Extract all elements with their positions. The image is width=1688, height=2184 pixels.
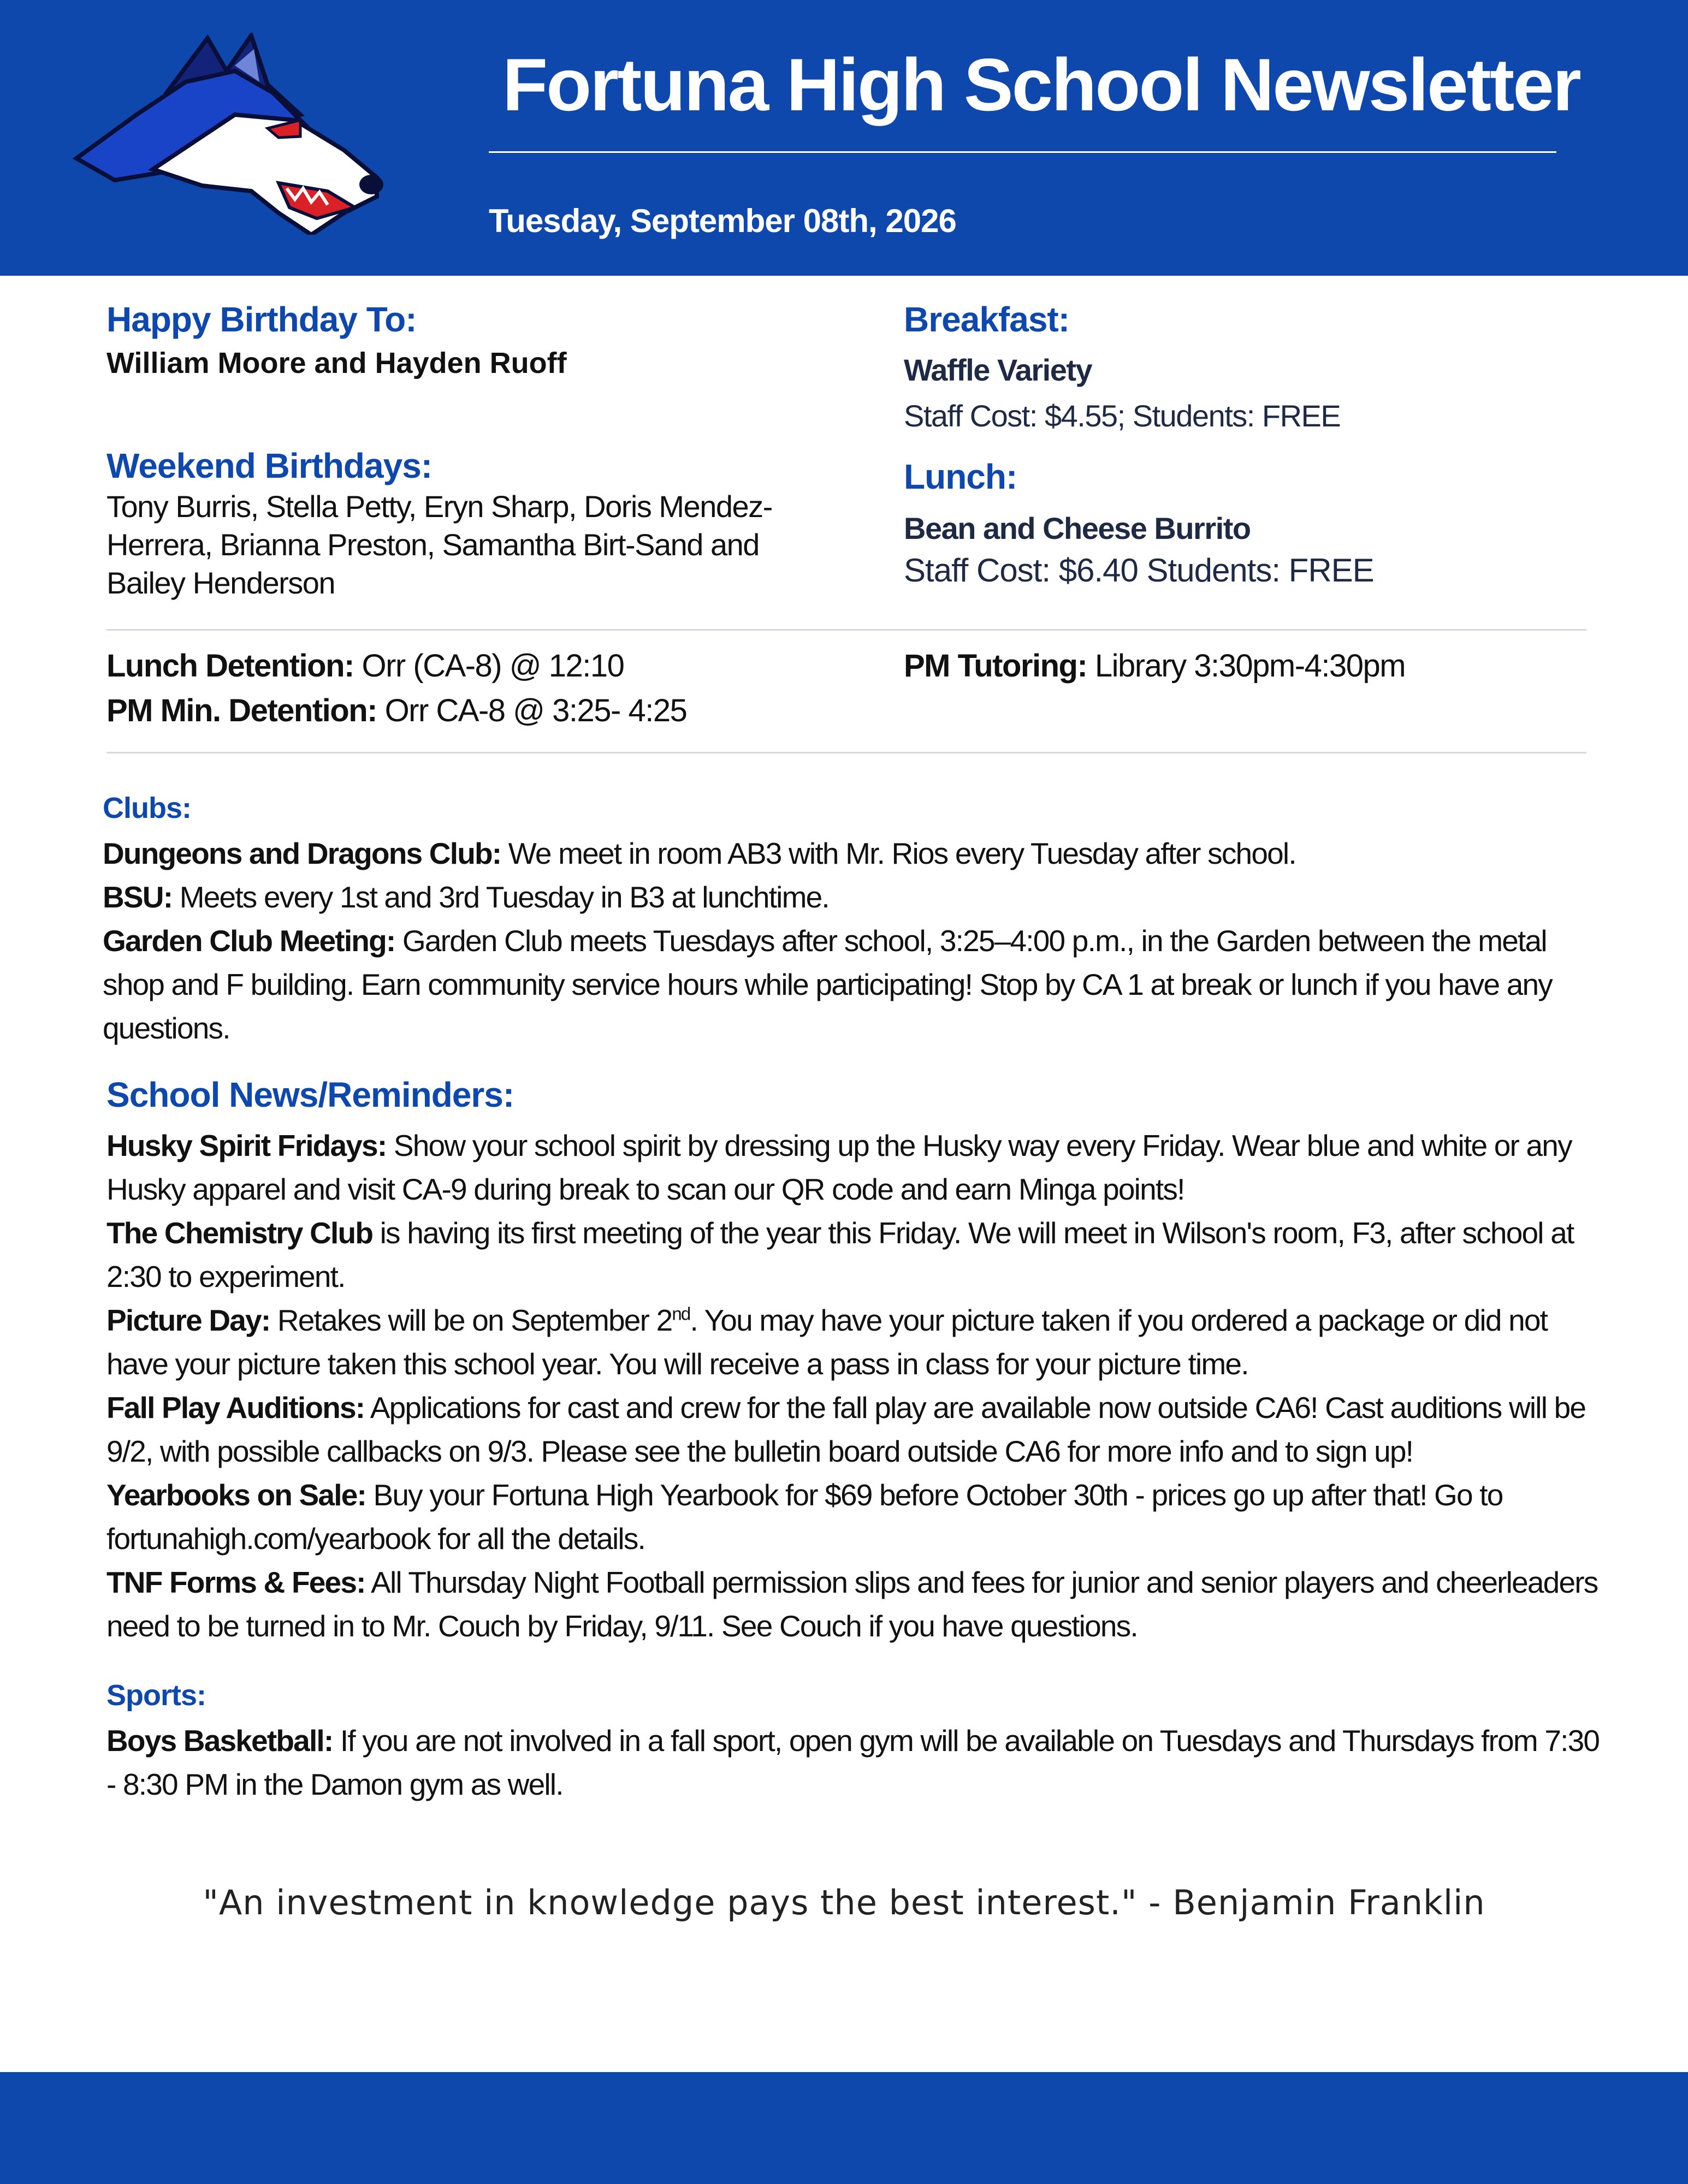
breakfast-cost: Staff Cost: $4.55; Students: FREE bbox=[904, 399, 1341, 433]
weekend-birthday-heading: Weekend Birthdays: bbox=[106, 446, 433, 485]
clubs-heading: Clubs: bbox=[103, 792, 191, 824]
divider-bottom bbox=[106, 752, 1586, 753]
club-label: Garden Club Meeting: bbox=[103, 924, 395, 958]
news-text: Applications for cast and crew for the fall play are available now outside CA6! Cast auditions will be 9/2, with possible callbacks on 9/3. Please see the bulletin board outside CA6 for more info and to sign up! bbox=[106, 1391, 1586, 1468]
breakfast-item: Waffle Variety bbox=[904, 353, 1092, 387]
news-list bbox=[106, 1124, 1606, 1648]
pm-detention-value: Orr CA-8 @ 3:25- 4:25 bbox=[376, 693, 687, 728]
breakfast-heading: Breakfast: bbox=[904, 300, 1070, 339]
news-label: Fall Play Auditions: bbox=[106, 1391, 365, 1425]
clubs-list bbox=[103, 832, 1604, 1050]
news-text: Show your school spirit by dressing up the Husky way every Friday. Wear blue and white or any Husky apparel and visit CA-9 during break to scan our QR code and earn Minga points! bbox=[106, 1129, 1572, 1206]
news-label: Picture Day: bbox=[106, 1303, 270, 1337]
weekend-birthday-names: Tony Burris, Stella Petty, Eryn Sharp, Doris Mendez- Herrera, Brianna Preston, Samantha Birt-Sand and Bailey Henderson bbox=[106, 489, 772, 600]
quote: "An investment in knowledge pays the best interest." - Benjamin Franklin bbox=[203, 1883, 1485, 1922]
club-item bbox=[103, 919, 1604, 1050]
lunch-item: Bean and Cheese Burrito bbox=[904, 511, 1251, 545]
pm-tutoring-value: Library 3:30pm-4:30pm bbox=[1087, 648, 1406, 684]
lunch-cost: Staff Cost: $6.40 Students: FREE bbox=[904, 552, 1374, 589]
news-item bbox=[106, 1298, 1606, 1386]
lunch-detention-value: Orr (CA-8) @ 12:10 bbox=[353, 648, 624, 684]
club-text: Meets every 1st and 3rd Tuesday in B3 at lunchtime. bbox=[172, 880, 829, 914]
birthday-names: William Moore and Hayden Ruoff bbox=[106, 347, 567, 379]
lunch-heading: Lunch: bbox=[904, 457, 1017, 496]
club-label: Dungeons and Dragons Club: bbox=[103, 836, 501, 870]
pm-tutoring-label: PM Tutoring: bbox=[904, 648, 1087, 684]
newsletter-title: Fortuna High School Newsletter bbox=[502, 43, 1580, 126]
pm-detention-label: PM Min. Detention: bbox=[106, 693, 377, 728]
pm-detention bbox=[106, 689, 686, 733]
news-text: Retakes will be on September 2 bbox=[270, 1303, 672, 1337]
newsletter-date: Tuesday, September 08th, 2026 bbox=[489, 203, 956, 239]
news-item bbox=[106, 1473, 1606, 1560]
club-item bbox=[103, 875, 1604, 919]
footer-banner bbox=[0, 2072, 1688, 2184]
news-text: Buy your Fortuna High Yearbook for $69 before October 30th - prices go up after that! Go to fortunahigh.com/yearbook for all the details. bbox=[106, 1478, 1503, 1556]
pm-tutoring bbox=[904, 644, 1405, 688]
club-label: BSU: bbox=[103, 880, 173, 914]
sports-list bbox=[106, 1719, 1606, 1806]
lunch-detention-label: Lunch Detention: bbox=[106, 648, 354, 684]
sports-text: If you are not involved in a fall sport, open gym will be available on Tuesdays and Thursdays from 7:30 - 8:30 PM in the Damon gym as well. bbox=[106, 1724, 1600, 1801]
sports-item bbox=[106, 1719, 1606, 1806]
news-item bbox=[106, 1386, 1606, 1473]
lunch-detention bbox=[106, 644, 624, 688]
title-divider bbox=[489, 151, 1556, 153]
birthday-heading: Happy Birthday To: bbox=[106, 300, 417, 339]
news-item bbox=[106, 1560, 1606, 1648]
news-text: . You may have your picture taken if you ordered a package or did not have your picture taken this school year. You will receive a pass in class for your picture time. bbox=[106, 1303, 1548, 1381]
news-superscript: nd bbox=[672, 1303, 690, 1324]
club-text: Garden Club meets Tuesdays after school, 3:25–4:00 p.m., in the Garden between the metal shop and F building. Earn community service hours while participating! Stop by CA 1 at break or lunch if you have any questions. bbox=[103, 924, 1552, 1045]
news-label: Husky Spirit Fridays: bbox=[106, 1129, 387, 1162]
news-text: All Thursday Night Football permission slips and fees for junior and senior players and cheerleaders need to be turned in to Mr. Couch by Friday, 9/11. See Couch if you have questions. bbox=[106, 1565, 1598, 1643]
sports-label: Boys Basketball: bbox=[106, 1724, 333, 1758]
news-label: Yearbooks on Sale: bbox=[106, 1478, 366, 1512]
news-label: TNF Forms & Fees: bbox=[106, 1565, 365, 1599]
husky-mascot-logo-icon bbox=[71, 33, 393, 235]
sports-heading: Sports: bbox=[106, 1679, 206, 1712]
news-heading: School News/Reminders: bbox=[106, 1075, 514, 1114]
club-item bbox=[103, 832, 1604, 875]
club-text: We meet in room AB3 with Mr. Rios every Tuesday after school. bbox=[501, 836, 1296, 870]
news-item bbox=[106, 1211, 1606, 1298]
news-text: is having its first meeting of the year this Friday. We will meet in Wilson's room, F3, after school at 2:30 to experiment. bbox=[106, 1216, 1574, 1293]
divider-top bbox=[106, 629, 1586, 631]
news-label: The Chemistry Club bbox=[106, 1216, 373, 1250]
news-item bbox=[106, 1124, 1606, 1211]
